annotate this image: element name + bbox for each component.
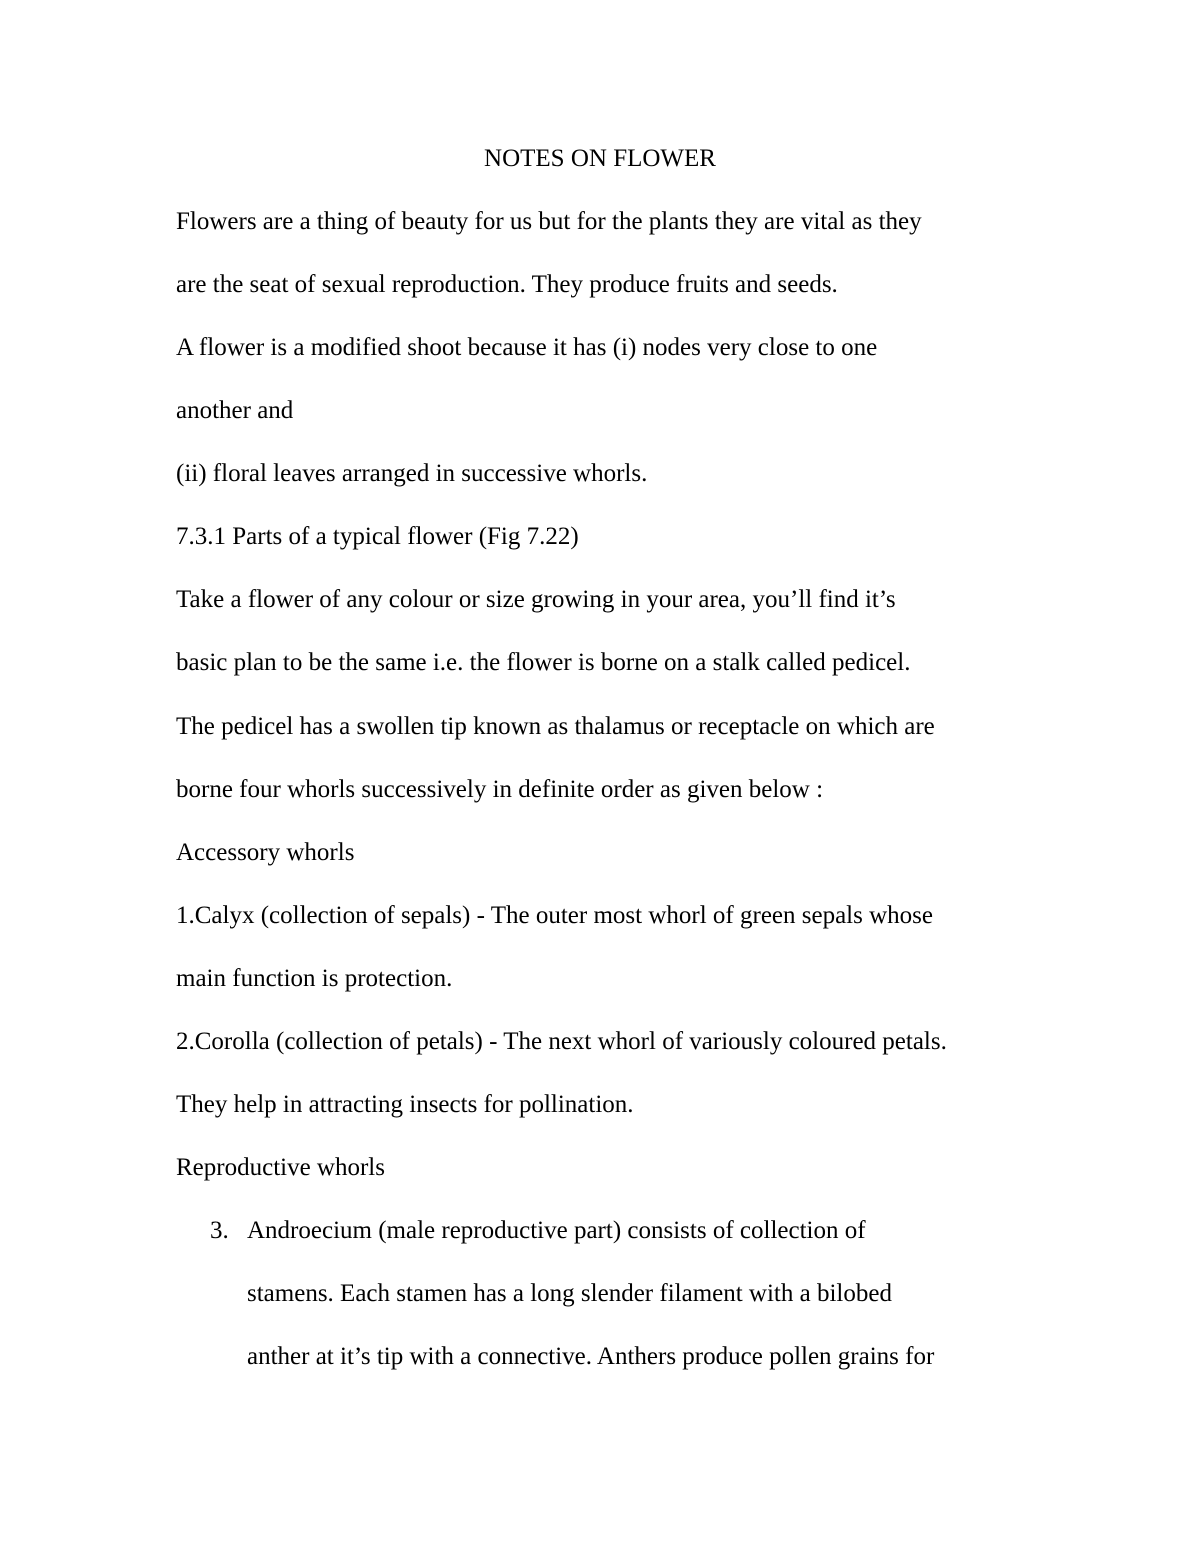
paragraph-line: another and [176, 397, 294, 424]
paragraph-line: The pedicel has a swollen tip known as thalamus or receptacle on which are [176, 713, 935, 740]
paragraph-line: Flowers are a thing of beauty for us but for the plants they are vital as they [176, 208, 922, 235]
paragraph-line: main function is protection. [176, 965, 453, 992]
list-item-line: Androecium (male reproductive part) consists of collection of [247, 1217, 866, 1244]
paragraph-line: They help in attracting insects for pollination. [176, 1091, 634, 1118]
paragraph-line: are the seat of sexual reproduction. They produce fruits and seeds. [176, 271, 838, 298]
paragraph-line: 1.Calyx (collection of sepals) - The outer most whorl of green sepals whose [176, 902, 933, 929]
subheading-accessory-whorls: Accessory whorls [176, 839, 355, 866]
list-item-line: anther at it’s tip with a connective. Anthers produce pollen grains for [247, 1343, 935, 1370]
paragraph-line: (ii) floral leaves arranged in successive whorls. [176, 460, 648, 487]
paragraph-line: borne four whorls successively in definite order as given below : [176, 776, 824, 803]
paragraph-line: Take a flower of any colour or size growing in your area, you’ll find it’s [176, 586, 896, 613]
list-item-marker: 3. [210, 1217, 229, 1244]
paragraph-line: basic plan to be the same i.e. the flower is borne on a stalk called pedicel. [176, 649, 911, 676]
paragraph-line: A flower is a modified shoot because it has (i) nodes very close to one [176, 334, 878, 361]
section-heading: 7.3.1 Parts of a typical flower (Fig 7.22) [176, 523, 579, 550]
paragraph-line: 2.Corolla (collection of petals) - The next whorl of variously coloured petals. [176, 1028, 947, 1055]
document-title: NOTES ON FLOWER [484, 145, 716, 172]
list-item-line: stamens. Each stamen has a long slender filament with a bilobed [247, 1280, 892, 1307]
subheading-reproductive-whorls: Reproductive whorls [176, 1154, 385, 1181]
